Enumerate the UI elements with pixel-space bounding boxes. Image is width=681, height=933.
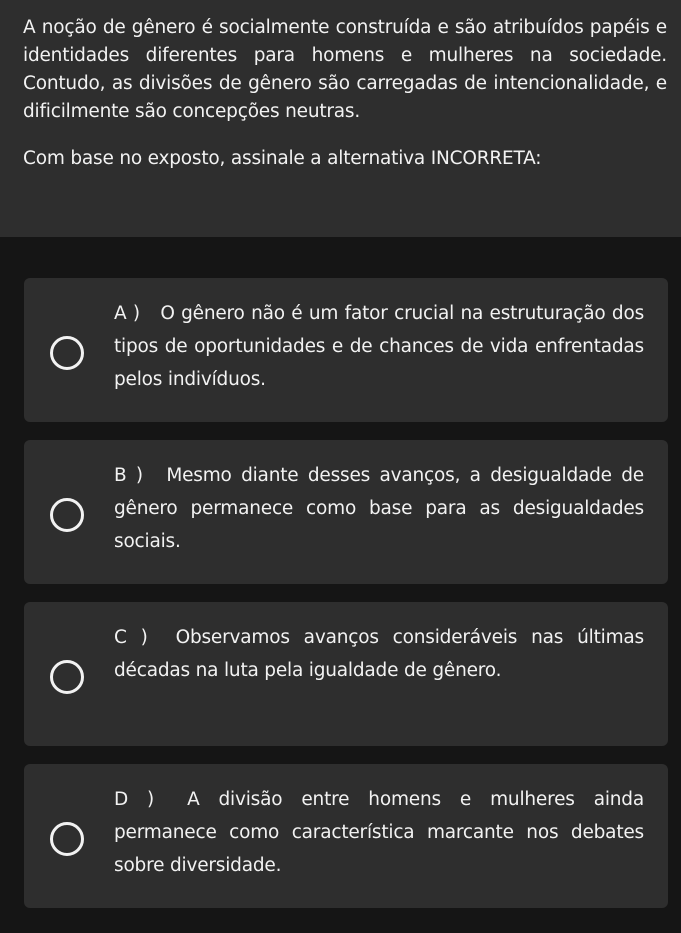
radio-button-a[interactable] [50, 336, 84, 370]
option-a-text-block [114, 297, 644, 396]
question-instruction: Com base no exposto, assinale a alternativa INCORRETA: [23, 148, 542, 169]
option-c-text: Observamos avanços consideráveis nas últimas décadas na luta pela igualdade de gênero. [114, 627, 645, 681]
option-b-text: Mesmo diante desses avanços, a desigualdade de gênero permanece como base para as desigualdades sociais. [114, 465, 644, 552]
option-b-text-block [114, 459, 644, 558]
question-panel [0, 0, 681, 237]
option-d[interactable] [24, 764, 668, 908]
option-a-text: O gênero não é um fator crucial na estruturação dos tipos de oportunidades e de chances de vida enfrentadas pelos indivíduos. [114, 303, 645, 390]
option-d-letter: D ) [114, 789, 155, 810]
option-d-text: A divisão entre homens e mulheres ainda permanece como característica marcante nos debates sobre diversidade. [114, 789, 644, 876]
question-statement: A noção de gênero é socialmente construída e são atribuídos papéis e identidades diferentes para homens e mulheres na sociedade. Contudo, as divisões de gênero são carregadas de intencionalidade, e dificilmente são concepções neutras. [23, 17, 667, 122]
option-d-text-block [114, 783, 644, 882]
radio-button-c[interactable] [50, 660, 84, 694]
option-a[interactable] [24, 278, 668, 422]
option-c[interactable] [24, 602, 668, 746]
radio-button-d[interactable] [50, 822, 84, 856]
option-b[interactable] [24, 440, 668, 584]
option-c-letter: C ) [114, 627, 148, 648]
option-c-text-block [114, 621, 644, 687]
radio-button-b[interactable] [50, 498, 84, 532]
option-a-letter: A ) [114, 303, 140, 324]
option-b-letter: B ) [114, 465, 143, 486]
